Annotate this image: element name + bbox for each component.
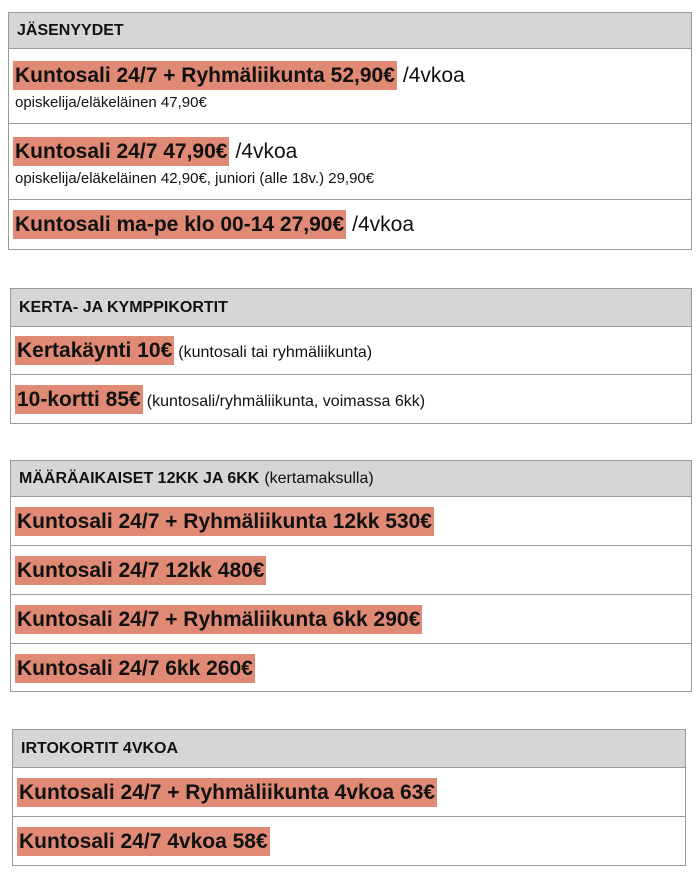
section-title: IRTOKORTIT 4VKOA [21,739,179,757]
discount-note: opiskelija/eläkeläinen 47,90€ [15,94,207,111]
price-highlight: Kuntosali ma-pe klo 00-14 27,90€ [13,210,346,239]
price-highlight: Kuntosali 24/7 + Ryhmäliikunta 52,90€ [13,61,397,90]
price-row [13,768,685,817]
price-row [13,817,685,866]
discount-note: opiskelija/eläkeläinen 42,90€, juniori (alle 18v.) 29,90€ [15,169,375,187]
price-row [11,644,691,693]
section-header [11,289,691,327]
price-highlight: Kertakäynti 10€ [15,336,174,365]
section-header [9,13,691,49]
fixed-term-table [10,460,692,692]
loose-cards-table [12,729,686,866]
price-row [11,497,691,546]
section-header [13,730,685,768]
price-highlight: Kuntosali 24/7 6kk 260€ [15,654,255,683]
price-row [11,375,691,423]
price-row [9,49,691,124]
price-period: /4vkoa [402,64,465,87]
section-note: (kertamaksulla) [264,469,374,487]
price-highlight: 10-kortti 85€ [15,385,143,414]
price-row [11,327,691,375]
price-row [9,200,691,249]
price-highlight: Kuntosali 24/7 4vkoa 58€ [17,827,270,856]
price-highlight: Kuntosali 24/7 12kk 480€ [15,556,266,585]
price-highlight: Kuntosali 24/7 + Ryhmäliikunta 12kk 530€ [15,507,434,536]
cards-table [10,288,692,424]
price-row [9,124,691,200]
price-highlight: Kuntosali 24/7 + Ryhmäliikunta 4vkoa 63€ [17,778,437,807]
price-period: /4vkoa [235,139,298,163]
price-detail: (kuntosali tai ryhmäliikunta) [178,344,373,361]
section-header [11,461,691,497]
section-title: KERTA- JA KYMPPIKORTIT [19,298,228,316]
section-title: JÄSENYYDET [17,21,124,39]
price-highlight: Kuntosali 24/7 47,90€ [13,137,229,166]
section-title: MÄÄRÄAIKAISET 12KK JA 6KK [19,469,260,487]
memberships-table [8,12,692,250]
price-row [11,595,691,644]
price-row [11,546,691,595]
price-highlight: Kuntosali 24/7 + Ryhmäliikunta 6kk 290€ [15,605,422,634]
price-detail: (kuntosali/ryhmäliikunta, voimassa 6kk) [146,392,426,410]
price-period: /4vkoa [352,213,415,236]
